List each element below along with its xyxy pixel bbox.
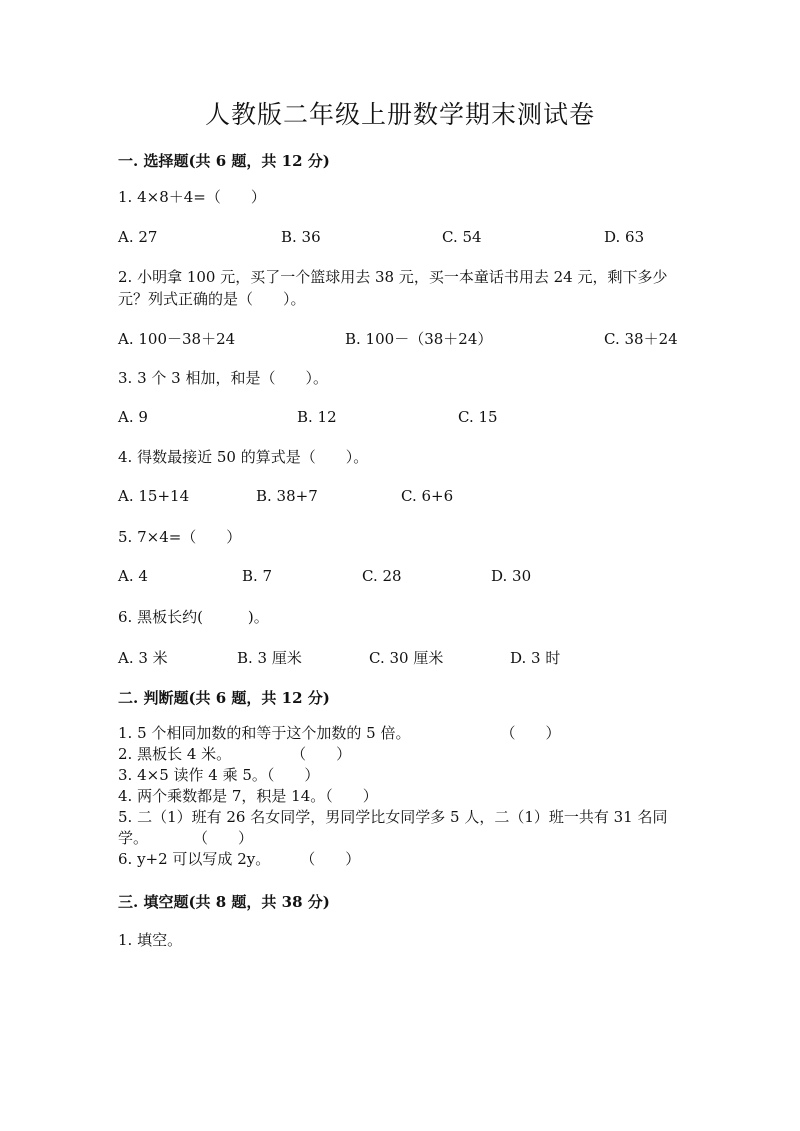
- question-6-option-a: A. 3 米: [118, 649, 168, 667]
- question-1-option-b: B. 36: [281, 228, 321, 246]
- question-5-option-c: C. 28: [362, 567, 402, 585]
- question-6: 6. 黑板长约( )。: [118, 608, 269, 626]
- question-3-option-a: A. 9: [118, 408, 148, 426]
- question-1-option-c: C. 54: [442, 228, 482, 246]
- exam-title: 人教版二年级上册数学期末测试卷: [204, 100, 595, 129]
- question-1-option-d: D. 63: [604, 228, 645, 246]
- question-3: 3. 3 个 3 相加，和是（ ）。: [118, 369, 328, 387]
- true-false-item: 5. 二（1）班有 26 名女同学，男同学比女同学多 5 人，二（1）班一共有 31 名同学。 （ ）: [118, 808, 668, 847]
- question-4-option-a: A. 15+14: [118, 487, 190, 505]
- true-false-item: 3. 4×5 读作 4 乘 5。（ ）: [118, 766, 320, 784]
- question-6-option-b: B. 3 厘米: [237, 649, 302, 667]
- question-3-option-c: C. 15: [458, 408, 498, 426]
- true-false-item: 1. 5 个相同加数的和等于这个加数的 5 倍。 （ ）: [118, 724, 561, 742]
- question-1: 1. 4×8＋4=（ ）: [118, 188, 266, 206]
- question-2-option-a: A. 100－38＋24: [118, 330, 236, 348]
- question-5-option-a: A. 4: [118, 567, 148, 585]
- question-5-option-b: B. 7: [242, 567, 273, 585]
- question-4-option-b: B. 38+7: [256, 487, 318, 505]
- question-1-option-a: A. 27: [118, 228, 158, 246]
- question-5-option-d: D. 30: [491, 567, 532, 585]
- true-false-item: 6. y+2 可以写成 2y。 （ ）: [118, 850, 361, 868]
- question-4-option-c: C. 6+6: [401, 487, 454, 505]
- section-heading-multiple-choice: 一. 选择题(共 6 题，共 12 分): [118, 152, 330, 170]
- question-2-option-c: C. 38＋24: [604, 330, 678, 348]
- question-3-option-b: B. 12: [297, 408, 337, 426]
- true-false-item: 2. 黑板长 4 米。 （ ）: [118, 745, 352, 763]
- question-6-option-d: D. 3 时: [510, 649, 561, 667]
- question-4: 4. 得数最接近 50 的算式是（ ）。: [118, 448, 369, 466]
- section-heading-fill-in: 三. 填空题(共 8 题，共 38 分): [118, 893, 330, 911]
- question-2-option-b: B. 100－（38＋24）: [345, 330, 493, 348]
- fill-in-item: 1. 填空。: [118, 931, 183, 949]
- section-heading-true-false: 二. 判断题(共 6 题，共 12 分): [118, 689, 330, 707]
- question-5: 5. 7×4=（ ）: [118, 528, 242, 546]
- true-false-item: 4. 两个乘数都是 7，积是 14。（ ）: [118, 787, 378, 805]
- question-2: 2. 小明拿 100 元，买了一个篮球用去 38 元，买一本童话书用去 24 元，剩下多少元？列式正确的是（ ）。: [118, 268, 668, 308]
- question-6-option-c: C. 30 厘米: [369, 649, 444, 667]
